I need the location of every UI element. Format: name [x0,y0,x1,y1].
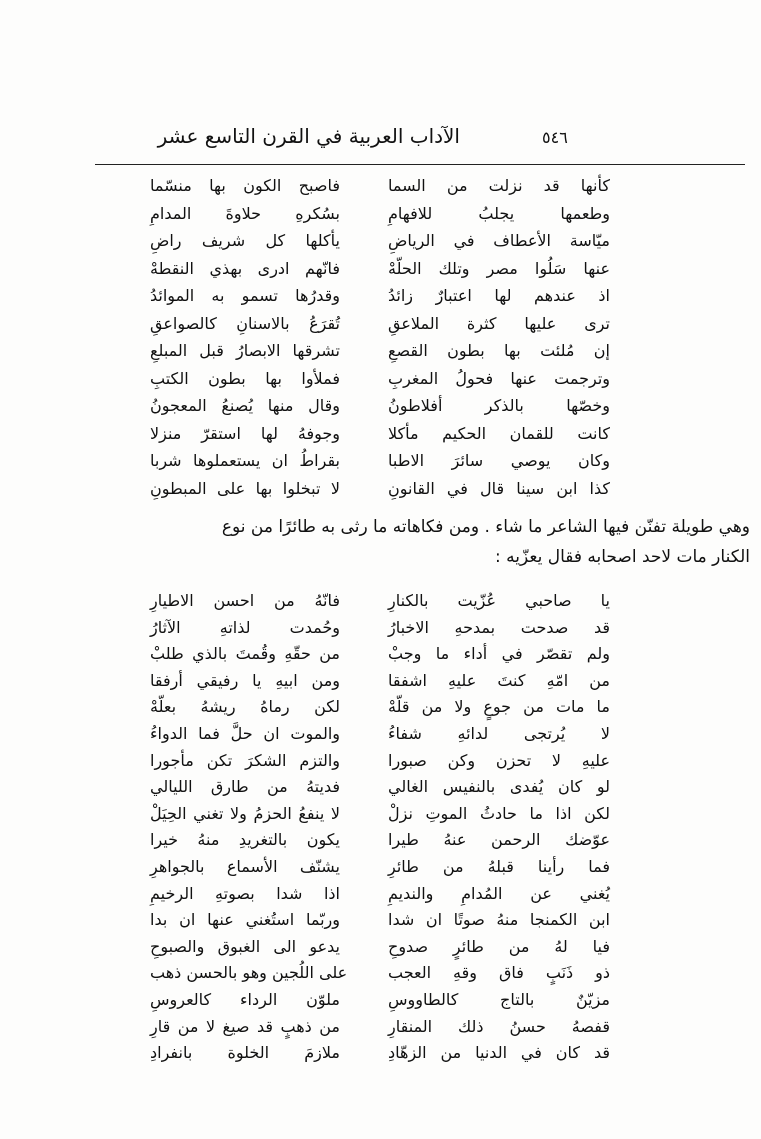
second-hemistich: وقال منها يُصنعُ المعجونُ [150,396,340,415]
verse-line [150,801,610,828]
second-hemistich: تُقرَعُ بالاسنانِ كالصواعقِ [150,313,340,333]
verse-line [150,694,610,721]
verse-line [150,668,610,695]
first-hemistich: وطعمها يجلبُ للافهامِ [388,203,610,223]
second-hemistich: تشرقها الابصارُ قبل المبلعِ [150,341,340,360]
second-hemistich: لا تبخلوا بها على المبطونِ [150,478,340,498]
second-hemistich: من ذهبٍ قد صيغ لا من قارِ [150,1016,340,1036]
poem-elegy-canary [150,588,610,1067]
first-hemistich: فيا لهُ من طائرٍ صدوحِ [388,936,610,956]
verse-line [150,641,610,668]
second-hemistich: يأكلها كل شريف راضِ [150,231,340,250]
second-hemistich: وربّما استُغني عنها ان بدا [150,910,340,930]
verse-line [150,960,610,987]
second-hemistich: اذا شدا بصوتهِ الرخيمِ [150,883,340,903]
first-hemistich: لكن اذا ما حادثُ الموتِ نزلْ [388,803,610,823]
first-hemistich: ذو ذَنَبٍ فاق وقهِ العجب [388,963,610,983]
verse-line [150,854,610,881]
verse-line [150,392,610,420]
second-hemistich: لكن رماهُ ريشهُ بعلّهْ [150,697,340,717]
second-hemistich: فاصبح الكون بها منسّما [150,176,340,195]
verse-line [150,337,610,365]
second-hemistich: ومن ابيهِ يا رفيقي أرفقا [150,670,340,690]
verse-line [150,200,610,228]
verse-line [150,255,610,283]
first-hemistich: كأنها قد نزلت من السما [388,176,610,195]
first-hemistich: وترجمت عنها فحولُ المغربِ [388,368,610,388]
first-hemistich: عوّضك الرحمن عنهُ طيرا [388,830,610,850]
first-hemistich: يُغني عن المُدامِ والنديمِ [388,883,610,903]
second-hemistich: ملازمَ الخلوة بانفرادِ [150,1043,340,1063]
second-hemistich: لا ينفعُ الحزمُ ولا تغني الحِيَلْ [150,803,340,823]
first-hemistich: يا صاحبي عُزّيت بالكنارِ [388,591,610,610]
first-hemistich: عليهِ لا تحزن وكن صبورا [388,750,610,770]
second-hemistich: وقدرُها تسمو به الموائدُ [150,286,340,305]
verse-line [150,827,610,854]
second-hemistich: بقراطُ ان يستعملوها شربا [150,451,340,470]
second-hemistich: يكون بالتغريدِ منهُ خيرا [150,830,340,850]
second-hemistich: وجوفهُ لها استقرّ منزلا [150,423,340,443]
second-hemistich: فديتهُ من طارق الليالي [150,777,340,797]
verse-line [150,1040,610,1067]
second-hemistich: فانّهُ من احسن الاطيارِ [150,591,340,610]
verse-line [150,881,610,908]
verse-line [150,310,610,338]
second-hemistich: ملوّن الرداء كالعروسِ [150,989,340,1009]
first-hemistich: من امّهِ كنتَ عليهِ اشفقا [388,670,610,690]
paragraph-line: الكنار مات لاحد اصحابه فقال يعزّيه : [495,547,750,567]
second-hemistich: بسُكرهِ حلاوةَ المدامِ [150,203,340,223]
first-hemistich: لو كان يُفدى بالنفيس الغالي [388,777,610,797]
running-title: الآداب العربية في القرن التاسع عشر [157,124,460,148]
header-rule [95,164,745,165]
verse-line [150,365,610,393]
first-hemistich: فما رأينا قبلهُ من طائرِ [388,856,610,876]
running-header [110,124,600,156]
first-hemistich: وخصّها بالذكر أفلاطونُ [388,396,610,415]
first-hemistich: وكان يوصي سائرَ الاطبا [388,451,610,470]
verse-line [150,774,610,801]
first-hemistich: لا يُرتجى لدائهِ شفاءُ [388,723,610,743]
poem-first [150,172,610,502]
verse-line [150,1014,610,1041]
page-number: ٥٤٦ [542,128,568,147]
verse-line [150,447,610,475]
verse-line [150,172,610,200]
first-hemistich: اذ عندهم لها اعتبارٌ زائدُ [388,286,610,305]
first-hemistich: ترى عليها كثرة الملاعقِ [388,313,610,333]
verse-line [150,907,610,934]
verse-line [150,934,610,961]
first-hemistich: إن مُلئت بها بطون القصعِ [388,341,610,360]
second-hemistich: فانّهم ادرى بهذي النقطهْ [150,258,340,278]
second-hemistich: وحُمدت لذاتهِ الآثارُ [150,617,340,637]
verse-line [150,420,610,448]
verse-line [150,721,610,748]
verse-line [150,227,610,255]
paragraph-line: وهي طويلة تفنّن فيها الشاعر ما شاء . ومن فكاهاته ما رثى به طائرًا من نوع [221,517,750,537]
first-hemistich: عنها سَلُوا مصر وتلك الحلّهْ [388,258,610,278]
verse-line [150,282,610,310]
first-hemistich: ما مات من جوعٍ ولا من قلّهْ [388,697,610,717]
first-hemistich: ابن الكمنجا منهُ صوتًا ان شدا [388,910,610,930]
verse-line [150,588,610,615]
verse-line [150,615,610,642]
verse-line [150,748,610,775]
first-hemistich: ميّاسة الأعطاف في الرياضِ [388,231,610,250]
first-hemistich: قد صدحت بمدحهِ الاخبارُ [388,617,610,637]
prose-paragraph [100,512,750,572]
first-hemistich: ولم تقصّر في أداء ما وجبْ [388,644,610,664]
second-hemistich: والموت ان حلَّ فما الدواءُ [150,723,340,743]
first-hemistich: قفصهُ حسنُ ذلك المنقارِ [388,1016,610,1036]
second-hemistich: من حقّهِ وقُمتَ بالذي طلبْ [150,644,340,664]
second-hemistich: والتزم الشكرَ تكن مأجورا [150,750,340,770]
first-hemistich: قد كان في الدنيا من الزهّادِ [388,1043,610,1063]
verse-line [150,987,610,1014]
first-hemistich: كذا ابن سينا قال في القانونِ [388,478,610,498]
first-hemistich: مزيّنٌ بالتاج كالطاووسِ [388,989,610,1009]
second-hemistich: على اللُجين وهو بالحسن ذهب [150,963,348,983]
second-hemistich: يشنّف الأسماع بالجواهرِ [150,856,340,876]
verse-line [150,475,610,503]
second-hemistich: يدعو الى الغبوق والصبوحِ [150,936,340,956]
first-hemistich: كانت للقمان الحكيم مأكلا [388,423,610,443]
second-hemistich: فملأوا بها بطون الكتبِ [150,368,340,388]
